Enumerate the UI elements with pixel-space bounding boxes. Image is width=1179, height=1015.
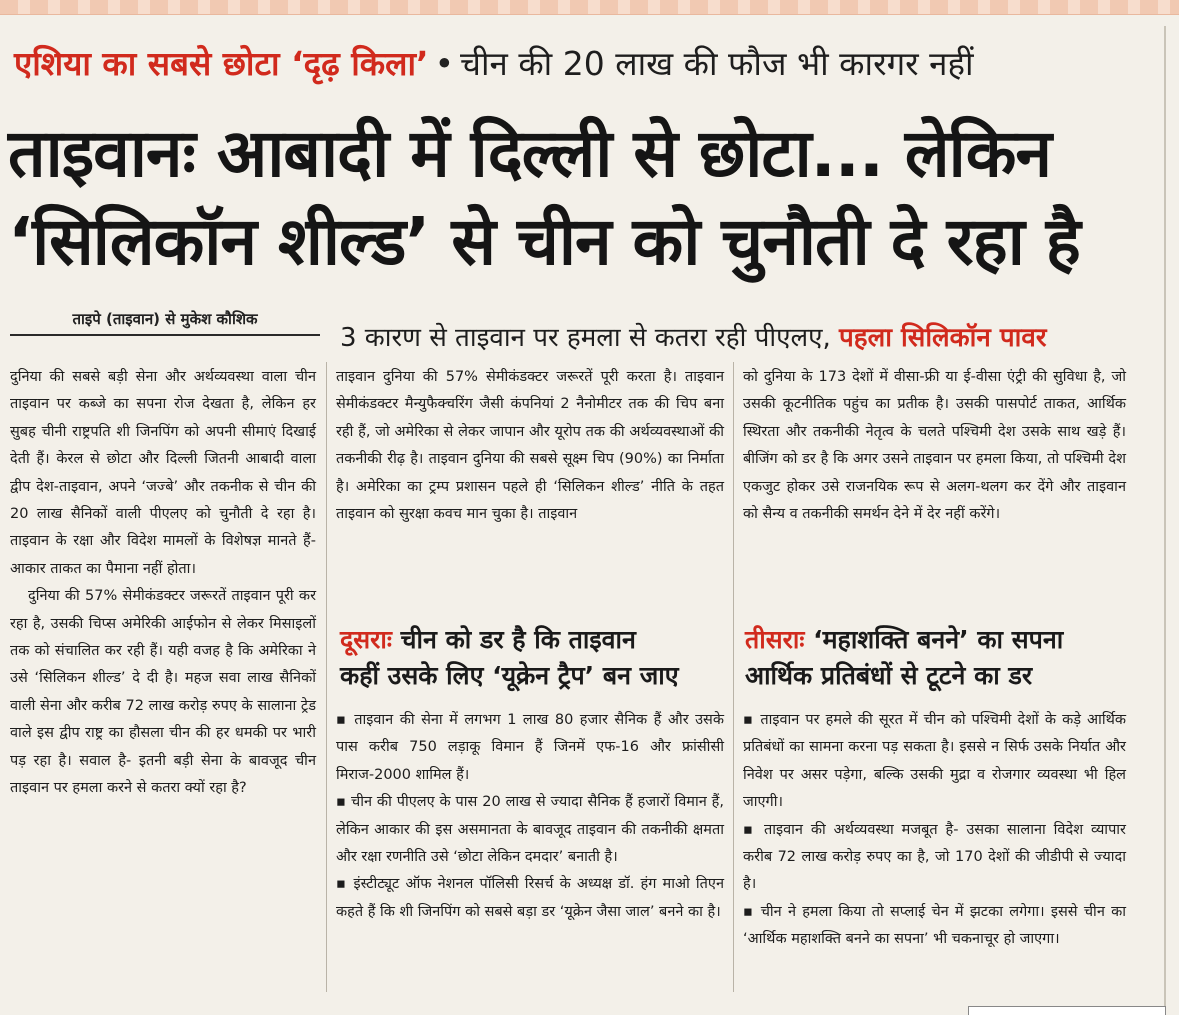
col3-paragraph-1: को दुनिया के 173 देशों में वीसा-फ्री या ई-वीसा एंट्री की सुविधा है, जो उसकी कूटनीतिक पहुंच का प्रतीक है। उसकी पासपोर्ट ताकत, आर्थिक स्थिरता और तकनीकी नेतृत्व के चलते पश्चिमी देश उसके साथ खड़े हैं। बीजिंग को डर है कि अगर उसने ताइवान पर हमला किया, तो पश्चिमी देश एकजुट होकर उसे राजनयिक रूप से अलग-थलग कर देंगे और ताइवान को सैन्य व तकनीकी समर्थन देने में देर नहीं करेंगे। — [743, 369, 1126, 523]
section-third-title-line-1: ‘महाशक्ति बनने’ का सपना — [813, 625, 1064, 654]
subheadline — [340, 318, 1160, 354]
main-headline — [8, 110, 1158, 286]
section-third-title-line-2: आर्थिक प्रतिबंधों से टूटने का डर — [745, 661, 1033, 690]
col2-paragraph-1: ताइवान दुनिया की 57% सेमीकंडक्टर जरूरतें पूरी करता है। ताइवान सेमीकंडक्टर मैन्युफैक्चरिंग जैसी कंपनियां 2 नैनोमीटर तक की चिप बना रही हैं, जो अमेरिका से लेकर जापान और यूरोप तक की अर्थव्यवस्थाओं की तकनीकी रीढ़ है। ताइवान दुनिया की सबसे सूक्ष्म चिप (90%) का निर्माता है। अमेरिका का ट्रम्प प्रशासन पहले ही ‘सिलिकन शील्ड’ नीति के तहत ताइवान को सुरक्षा कवच मान चुका है। ताइवान — [336, 369, 724, 523]
kicker-line — [14, 42, 1154, 86]
article-column-2-top — [336, 364, 724, 528]
col3-bullet-3: ▪ चीन ने हमला किया तो सप्लाई चेन में झटका लगेगा। इससे चीन का ‘आर्थिक महाशक्ति बनने का सपना’ भी चकनाचूर हो जाएगा। — [743, 903, 1126, 948]
subhead-red-text: पहला सिलिकॉन पावर — [839, 323, 1047, 353]
article-column-3-top — [743, 364, 1126, 528]
col2-bullet-3: ▪ इंस्टीट्यूट ऑफ नेशनल पॉलिसी रिसर्च के अध्यक्ष डॉ. हंग माओ तिएन कहते हैं कि शी जिनपिंग को सबसे बड़ा डर ‘यूक्रेन जैसा जाल’ बनने का है। — [336, 876, 724, 920]
headline-line-2: ‘सिलिकॉन शील्ड’ से चीन को चुनौती दे रहा है — [8, 203, 1080, 280]
article-column-2-bullets — [336, 707, 724, 926]
article-column-3-bullets — [743, 707, 1126, 954]
section-title-second — [340, 622, 679, 694]
col3-bullet-2: ▪ ताइवान की अर्थव्यवस्था मजबूत है- उसका सालाना विदेश व्यापार करीब 72 लाख करोड़ रुपए का है, जो 170 देशों की जीडीपी से ज्यादा है। — [743, 821, 1126, 893]
top-border-strip — [0, 0, 1179, 15]
col1-paragraph-2: दुनिया की 57% सेमीकंडक्टर जरूरतें ताइवान पूरी कर रहा है, उसकी चिप्स अमेरिकी आईफोन से लेकर मिसाइलों तक को संचालित कर रही हैं। यही वजह है कि अमेरिका ने उसे ‘सिलिकन शील्ड’ दे दी है। महज सवा लाख सैनिकों वाली सेना और करीब 72 लाख करोड़ रुपए के सालाना ट्रेड वाले इस द्वीप राष्ट्र का हौसला चीन की हर धमकी पर भारी पड़ रहा है। सवाल है- इतनी बड़ी सेना के बावजूद चीन ताइवान पर हमला करने से कतरा क्यों रहा है? — [10, 588, 316, 797]
section-second-title-line-2: कहीं उसके लिए ‘यूक्रेन ट्रैप’ बन जाए — [340, 661, 679, 690]
kicker-bullet: • — [434, 44, 455, 83]
section-title-third — [745, 622, 1063, 694]
section-second-title-line-1: चीन को डर है कि ताइवान — [400, 625, 636, 654]
col3-bullet-1: ▪ ताइवान पर हमले की सूरत में चीन को पश्चिमी देशों के कड़े आर्थिक प्रतिबंधों का सामना करना पड़ सकता है। इससे न सिर्फ उसके निर्यात और निवेश पर असर पड़ेगा, बल्कि उसकी मुद्रा व रोजगार व्यवस्था भी हिल जाएगी। — [743, 712, 1126, 811]
col2-bullet-2: ▪ चीन की पीएलए के पास 20 लाख से ज्यादा सैनिक हैं हजारों विमान हैं, लेकिन आकार की इस असमानता के बावजूद ताइवान की तकनीकी क्षमता और रक्षा रणनीति उसे ‘छोटा लेकिन दमदार’ बनाती है। — [336, 794, 724, 866]
subhead-text: 3 कारण से ताइवान पर हमला से कतरा रही पीएलए, — [340, 323, 831, 353]
headline-line-1: ताइवानः आबादी में दिल्ली से छोटा... लेकिन — [8, 115, 1052, 192]
section-second-label: दूसराः — [340, 625, 392, 654]
kicker-rest-text: चीन की 20 लाख की फौज भी कारगर नहीं — [460, 44, 974, 83]
section-third-label: तीसराः — [745, 625, 805, 654]
column-rule-2 — [733, 362, 734, 992]
col2-bullet-1: ▪ ताइवान की सेना में लगभग 1 लाख 80 हजार सैनिक हैं और उसके पास करीब 750 लड़ाकू विमान हैं जिनमें एफ-16 और फ्रांसीसी मिराज-2000 शामिल हैं। — [336, 712, 724, 783]
article-column-1 — [10, 364, 316, 803]
column-rule-1 — [326, 362, 327, 992]
col1-paragraph-1: दुनिया की सबसे बड़ी सेना और अर्थव्यवस्था वाला चीन ताइवान पर कब्जे का सपना रोज देखता है, लेकिन हर सुबह चीनी राष्ट्रपति शी जिनपिंग को अपनी सीमाएं दिखाई देती हैं। केरल से छोटा और दिल्ली जितनी आबादी वाला द्वीप देश-ताइवान, अपने ‘जज्बे’ और तकनीक से चीन की 20 लाख सैनिकों वाली पीएलए को चुनौती दे रहा है। ताइवान के रक्षा और विदेश मामलों के विशेषज्ञ मानते हैं- आकार ताकत का पैमाना नहीं होता। — [10, 369, 316, 577]
kicker-red-text: एशिया का सबसे छोटा ‘दृढ़ किला’ — [14, 44, 429, 83]
byline: ताइपे (ताइवान) से मुकेश कौशिक — [10, 309, 320, 336]
page-edge-line — [1164, 26, 1166, 1014]
